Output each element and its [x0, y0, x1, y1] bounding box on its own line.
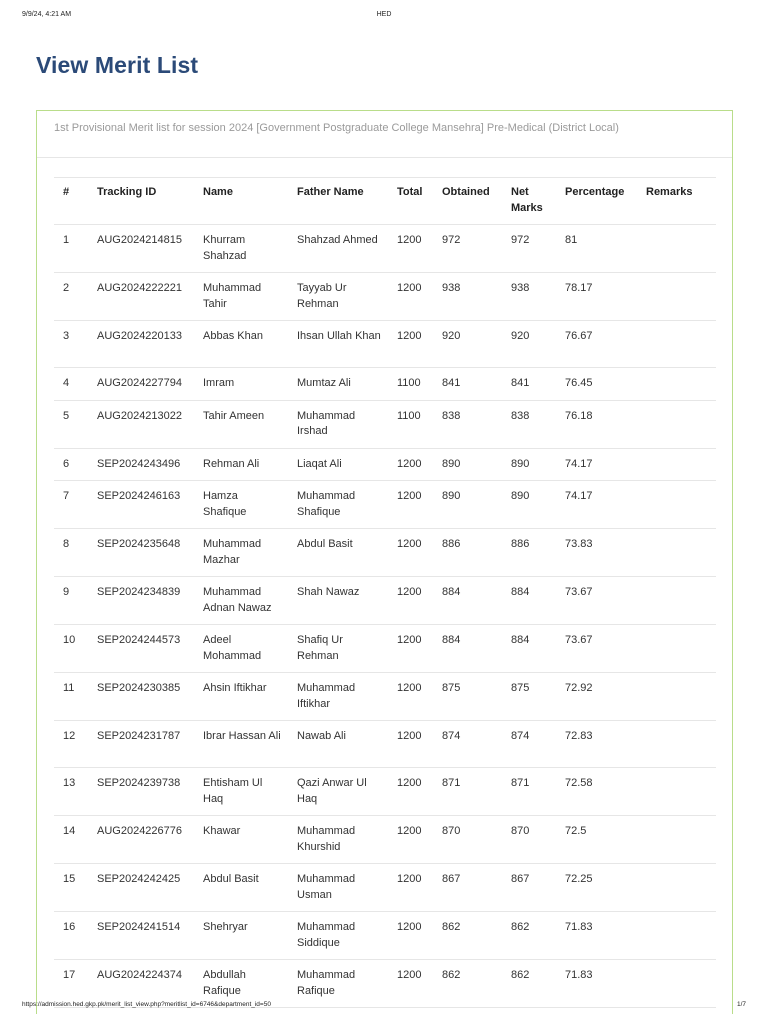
cell-total: 1200: [388, 577, 433, 625]
cell-num: 10: [54, 625, 88, 673]
cell-total: 1200: [388, 321, 433, 368]
cell-name: Khurram Shahzad: [194, 225, 288, 273]
table-row: [54, 625, 716, 673]
merit-list-card: [36, 110, 733, 1014]
cell-percentage: 72.58: [556, 768, 637, 816]
cell-tracking-id: SEP2024244573: [88, 625, 194, 673]
cell-net-marks: 838: [502, 400, 556, 448]
cell-percentage: 74.17: [556, 481, 637, 529]
cell-obtained: 874: [433, 721, 502, 768]
column-header-percentage: Percentage: [556, 178, 637, 225]
cell-percentage: 78.17: [556, 273, 637, 321]
cell-remarks: [637, 448, 716, 481]
cell-remarks: [637, 673, 716, 721]
cell-obtained: 972: [433, 225, 502, 273]
cell-net-marks: 972: [502, 225, 556, 273]
cell-num: 8: [54, 529, 88, 577]
cell-net-marks: 890: [502, 448, 556, 481]
cell-obtained: 870: [433, 816, 502, 864]
cell-net-marks: 884: [502, 625, 556, 673]
cell-name: Hamza Shafique: [194, 481, 288, 529]
cell-percentage: 72.83: [556, 721, 637, 768]
cell-father-name: Muhammad Irshad: [288, 400, 388, 448]
cell-tracking-id: SEP2024235648: [88, 529, 194, 577]
cell-obtained: 838: [433, 400, 502, 448]
table-row: [54, 816, 716, 864]
table-row: [54, 321, 716, 368]
cell-tracking-id: SEP2024241514: [88, 912, 194, 960]
cell-percentage: 72.92: [556, 673, 637, 721]
cell-obtained: 867: [433, 864, 502, 912]
table-row: [54, 368, 716, 401]
cell-remarks: [637, 368, 716, 401]
cell-total: 1200: [388, 960, 433, 1008]
cell-total: 1200: [388, 529, 433, 577]
column-header-total: Total: [388, 178, 433, 225]
cell-total: 1200: [388, 225, 433, 273]
cell-name: Muhammad Tahir: [194, 273, 288, 321]
merit-list-rows: [54, 225, 716, 1008]
cell-percentage: 73.83: [556, 529, 637, 577]
cell-net-marks: 867: [502, 864, 556, 912]
cell-total: 1200: [388, 864, 433, 912]
cell-obtained: 884: [433, 625, 502, 673]
cell-num: 7: [54, 481, 88, 529]
cell-tracking-id: AUG2024220133: [88, 321, 194, 368]
cell-num: 5: [54, 400, 88, 448]
cell-percentage: 74.17: [556, 448, 637, 481]
cell-name: Shehryar: [194, 912, 288, 960]
cell-tracking-id: SEP2024239738: [88, 768, 194, 816]
cell-name: Muhammad Mazhar: [194, 529, 288, 577]
cell-net-marks: 870: [502, 816, 556, 864]
cell-percentage: 72.25: [556, 864, 637, 912]
table-row: [54, 529, 716, 577]
table-header-row: [54, 178, 716, 225]
cell-num: 4: [54, 368, 88, 401]
cell-remarks: [637, 912, 716, 960]
cell-net-marks: 841: [502, 368, 556, 401]
cell-num: 12: [54, 721, 88, 768]
cell-net-marks: 862: [502, 960, 556, 1008]
cell-percentage: 72.5: [556, 816, 637, 864]
cell-total: 1200: [388, 721, 433, 768]
cell-father-name: Shafiq Ur Rehman: [288, 625, 388, 673]
table-row: [54, 673, 716, 721]
column-header-num: #: [54, 178, 88, 225]
cell-obtained: 841: [433, 368, 502, 401]
cell-father-name: Nawab Ali: [288, 721, 388, 768]
cell-remarks: [637, 816, 716, 864]
column-header-remarks: Remarks: [637, 178, 716, 225]
cell-name: Adeel Mohammad: [194, 625, 288, 673]
cell-father-name: Muhammad Siddique: [288, 912, 388, 960]
cell-father-name: Ihsan Ullah Khan: [288, 321, 388, 368]
column-header-net-marks: Net Marks: [502, 178, 556, 225]
print-page-url: https://admission.hed.gkp.pk/merit_list_view.php?meritlist_id=6746&department_id=50: [22, 1001, 271, 1008]
cell-name: Abdul Basit: [194, 864, 288, 912]
cell-name: Ahsin Iftikhar: [194, 673, 288, 721]
cell-tracking-id: AUG2024214815: [88, 225, 194, 273]
cell-father-name: Shah Nawaz: [288, 577, 388, 625]
cell-father-name: Muhammad Khurshid: [288, 816, 388, 864]
cell-num: 3: [54, 321, 88, 368]
cell-tracking-id: AUG2024222221: [88, 273, 194, 321]
cell-name: Abbas Khan: [194, 321, 288, 368]
cell-father-name: Tayyab Ur Rehman: [288, 273, 388, 321]
cell-father-name: Abdul Basit: [288, 529, 388, 577]
print-page-number: 1/7: [736, 1001, 746, 1008]
cell-percentage: 76.67: [556, 321, 637, 368]
cell-obtained: 875: [433, 673, 502, 721]
cell-total: 1100: [388, 368, 433, 401]
cell-percentage: 81: [556, 225, 637, 273]
table-row: [54, 400, 716, 448]
cell-remarks: [637, 625, 716, 673]
cell-percentage: 71.83: [556, 960, 637, 1008]
cell-father-name: Muhammad Iftikhar: [288, 673, 388, 721]
merit-list-caption: 1st Provisional Merit list for session 2024 [Government Postgraduate College Mansehra] Pre-Medical (District Local): [54, 122, 619, 134]
cell-net-marks: 875: [502, 673, 556, 721]
cell-remarks: [637, 481, 716, 529]
table-row: [54, 225, 716, 273]
cell-name: Khawar: [194, 816, 288, 864]
cell-father-name: Qazi Anwar Ul Haq: [288, 768, 388, 816]
cell-percentage: 73.67: [556, 625, 637, 673]
table-row: [54, 577, 716, 625]
cell-total: 1100: [388, 400, 433, 448]
cell-tracking-id: SEP2024246163: [88, 481, 194, 529]
cell-num: 17: [54, 960, 88, 1008]
cell-name: Abdullah Rafique: [194, 960, 288, 1008]
cell-net-marks: 890: [502, 481, 556, 529]
print-header: [0, 11, 768, 25]
cell-tracking-id: AUG2024224374: [88, 960, 194, 1008]
print-datetime: 9/9/24, 4:21 AM: [22, 11, 72, 18]
cell-net-marks: 874: [502, 721, 556, 768]
column-header-father-name: Father Name: [288, 178, 388, 225]
cell-obtained: 884: [433, 577, 502, 625]
cell-num: 1: [54, 225, 88, 273]
cell-name: Ibrar Hassan Ali: [194, 721, 288, 768]
cell-obtained: 920: [433, 321, 502, 368]
cell-percentage: 76.45: [556, 368, 637, 401]
table-row: [54, 864, 716, 912]
cell-percentage: 73.67: [556, 577, 637, 625]
cell-father-name: Mumtaz Ali: [288, 368, 388, 401]
cell-father-name: Shahzad Ahmed: [288, 225, 388, 273]
table-row: [54, 448, 716, 481]
cell-tracking-id: SEP2024231787: [88, 721, 194, 768]
cell-obtained: 886: [433, 529, 502, 577]
cell-father-name: Muhammad Shafique: [288, 481, 388, 529]
cell-remarks: [637, 721, 716, 768]
cell-father-name: Liaqat Ali: [288, 448, 388, 481]
cell-name: Rehman Ali: [194, 448, 288, 481]
cell-obtained: 871: [433, 768, 502, 816]
cell-tracking-id: AUG2024226776: [88, 816, 194, 864]
cell-tracking-id: SEP2024243496: [88, 448, 194, 481]
cell-tracking-id: AUG2024213022: [88, 400, 194, 448]
cell-name: Tahir Ameen: [194, 400, 288, 448]
cell-tracking-id: SEP2024230385: [88, 673, 194, 721]
cell-total: 1200: [388, 768, 433, 816]
cell-remarks: [637, 400, 716, 448]
table-row: [54, 768, 716, 816]
cell-num: 9: [54, 577, 88, 625]
cell-num: 13: [54, 768, 88, 816]
cell-percentage: 71.83: [556, 912, 637, 960]
cell-remarks: [637, 321, 716, 368]
cell-num: 11: [54, 673, 88, 721]
cell-tracking-id: SEP2024242425: [88, 864, 194, 912]
cell-total: 1200: [388, 673, 433, 721]
cell-net-marks: 920: [502, 321, 556, 368]
cell-tracking-id: AUG2024227794: [88, 368, 194, 401]
cell-remarks: [637, 529, 716, 577]
cell-num: 15: [54, 864, 88, 912]
cell-net-marks: 871: [502, 768, 556, 816]
column-header-name: Name: [194, 178, 288, 225]
cell-percentage: 76.18: [556, 400, 637, 448]
cell-name: Muhammad Adnan Nawaz: [194, 577, 288, 625]
cell-total: 1200: [388, 448, 433, 481]
cell-num: 6: [54, 448, 88, 481]
cell-remarks: [637, 864, 716, 912]
cell-total: 1200: [388, 273, 433, 321]
print-footer: [0, 1001, 768, 1013]
divider: [37, 157, 732, 158]
cell-remarks: [637, 768, 716, 816]
cell-obtained: 862: [433, 912, 502, 960]
cell-obtained: 938: [433, 273, 502, 321]
cell-remarks: [637, 273, 716, 321]
cell-obtained: 890: [433, 448, 502, 481]
cell-total: 1200: [388, 816, 433, 864]
cell-father-name: Muhammad Rafique: [288, 960, 388, 1008]
cell-num: 2: [54, 273, 88, 321]
table-row: [54, 721, 716, 768]
cell-total: 1200: [388, 625, 433, 673]
table-row: [54, 912, 716, 960]
cell-net-marks: 938: [502, 273, 556, 321]
cell-remarks: [637, 225, 716, 273]
column-header-obtained: Obtained: [433, 178, 502, 225]
cell-total: 1200: [388, 481, 433, 529]
table-row: [54, 273, 716, 321]
cell-total: 1200: [388, 912, 433, 960]
column-header-tracking-id: Tracking ID: [88, 178, 194, 225]
cell-net-marks: 884: [502, 577, 556, 625]
page-title: View Merit List: [36, 52, 199, 78]
cell-num: 14: [54, 816, 88, 864]
print-site-title: HED: [376, 11, 392, 18]
cell-net-marks: 862: [502, 912, 556, 960]
table-row: [54, 481, 716, 529]
cell-obtained: 890: [433, 481, 502, 529]
cell-father-name: Muhammad Usman: [288, 864, 388, 912]
cell-remarks: [637, 577, 716, 625]
cell-num: 16: [54, 912, 88, 960]
merit-list-table: [54, 177, 716, 1008]
cell-tracking-id: SEP2024234839: [88, 577, 194, 625]
cell-obtained: 862: [433, 960, 502, 1008]
cell-net-marks: 886: [502, 529, 556, 577]
cell-name: Imram: [194, 368, 288, 401]
cell-name: Ehtisham Ul Haq: [194, 768, 288, 816]
